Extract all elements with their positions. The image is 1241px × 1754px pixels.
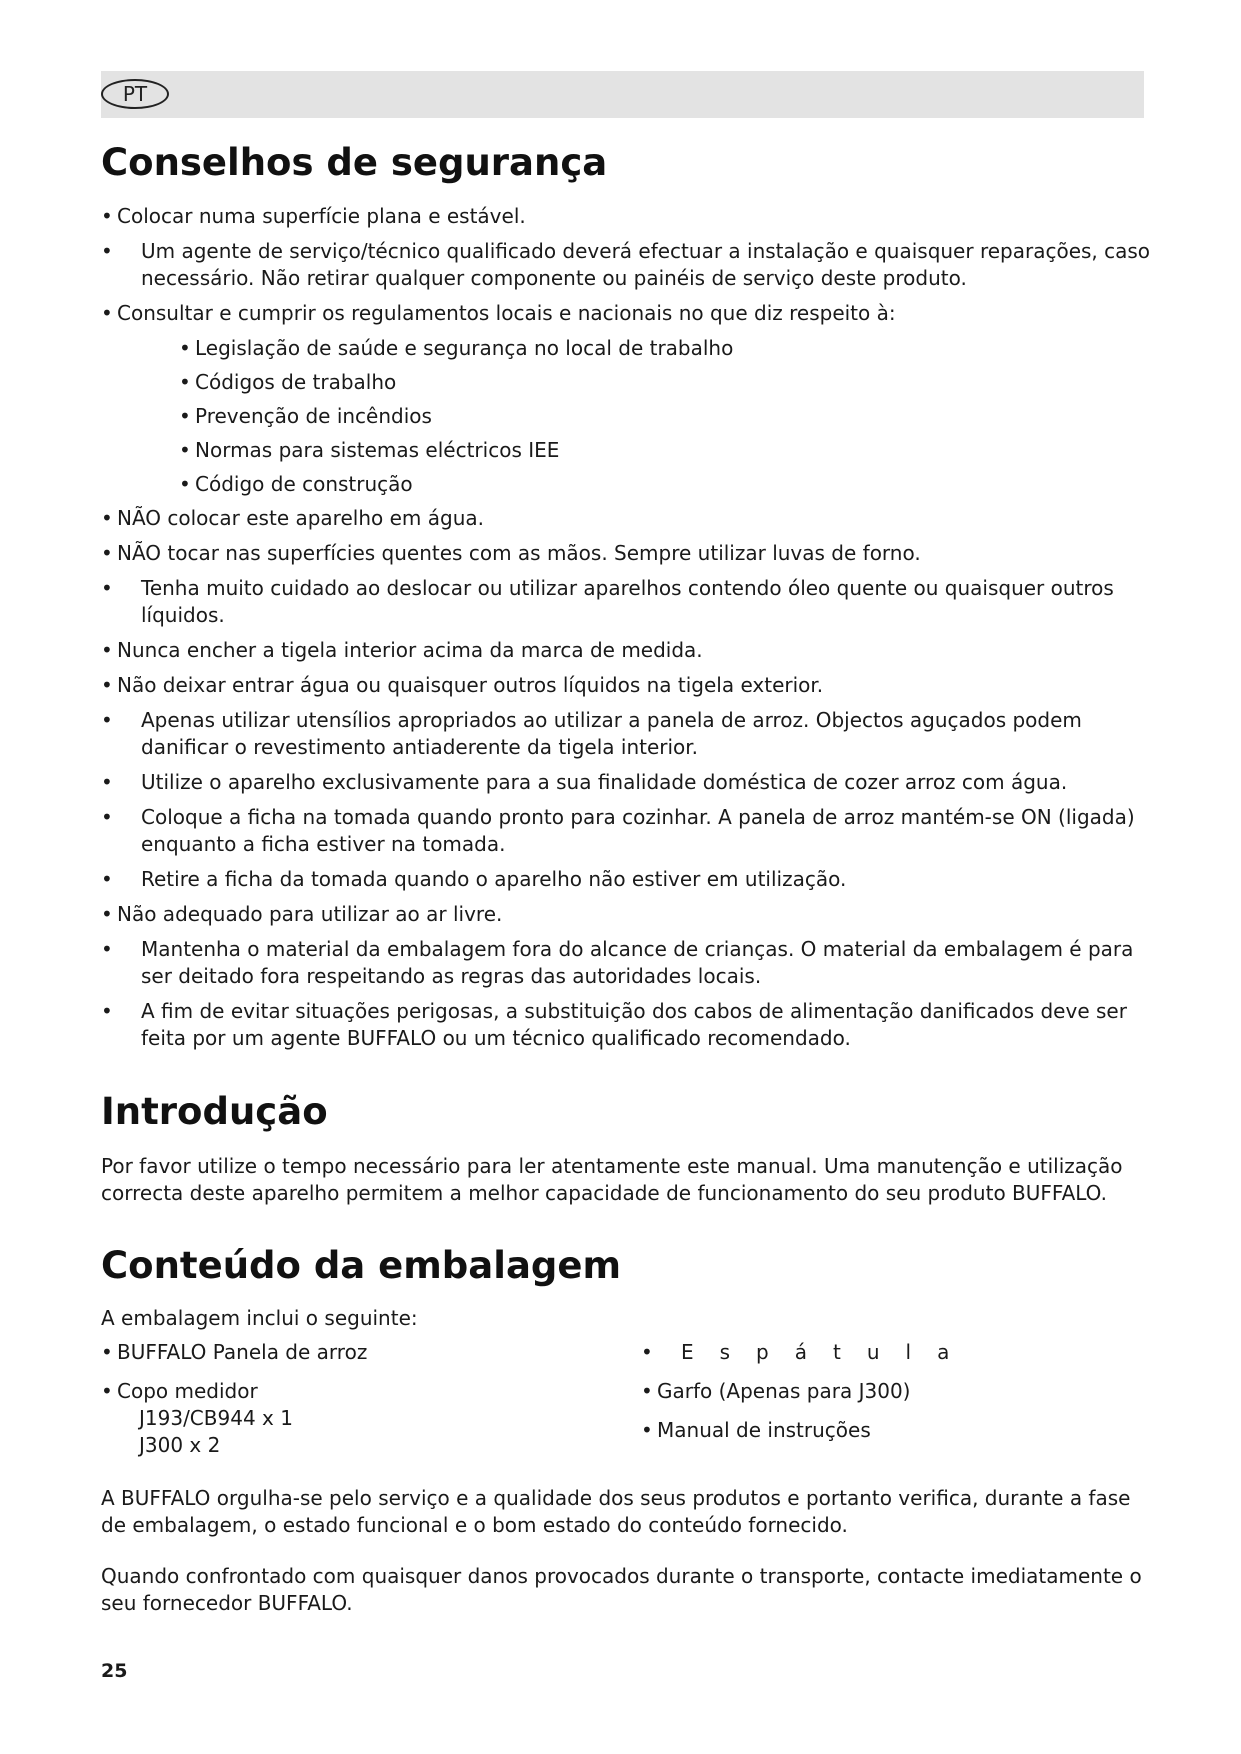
list-item: • Tenha muito cuidado ao deslocar ou utilizar aparelhos contendo óleo quente ou quaisquer outros líquidos. [101,575,1151,629]
list-item: • BUFFALO Panela de arroz [101,1339,621,1366]
sub-list-item: • Normas para sistemas eléctricos IEE [101,437,1151,464]
list-item: • Mantenha o material da embalagem fora do alcance de crianças. O material da embalagem é para ser deitado fora respeitando as regras das autoridades locais. [101,936,1151,990]
contents-lead: A embalagem inclui o seguinte: [101,1306,418,1330]
intro-text: Por favor utilize o tempo necessário para ler atentamente este manual. Uma manutenção e utilização correcta deste aparelho permitem a melhor capacidade de funcionamento do seu produto BUFFALO. [101,1154,1123,1205]
list-item: • Manual de instruções [641,1417,1161,1444]
cup-size: J300 x 2 [139,1433,221,1457]
page-number: 25 [101,1660,128,1682]
list-item: • Nunca encher a tigela interior acima da marca de medida. [101,637,1151,664]
cup-size: J193/CB944 x 1 [139,1406,293,1430]
safety-title: Conselhos de segurança [101,141,608,184]
spatula-label: Espátula [681,1340,976,1364]
contents-right-list [641,1339,1161,1444]
sub-list-item: • Prevenção de incêndios [101,403,1151,430]
contents-paragraph-1: A BUFFALO orgulha-se pelo serviço e a qualidade dos seus produtos e portanto verifica, durante a fase de embalagem, o estado funcional e o bom estado do conteúdo fornecido. [101,1486,1131,1537]
contents-title: Conteúdo da embalagem [101,1244,622,1287]
list-item: • NÃO tocar nas superfícies quentes com as mãos. Sempre utilizar luvas de forno. [101,540,1151,567]
list-item: • Não adequado para utilizar ao ar livre. [101,901,1151,928]
language-header-bar [101,71,1144,118]
list-item-label: Copo medidor [117,1379,258,1403]
safety-list [101,203,1151,1052]
list-item [641,1339,1161,1366]
list-item: • Colocar numa superfície plana e estável. [101,203,1151,230]
list-item: • Não deixar entrar água ou quaisquer outros líquidos na tigela exterior. [101,672,1151,699]
sub-list-item: • Código de construção [101,471,1151,498]
list-item [101,1378,621,1459]
list-item: • Consultar e cumprir os regulamentos locais e nacionais no que diz respeito à: [101,300,1151,327]
sub-list-item: • Códigos de trabalho [101,369,1151,396]
sub-list-item: • Legislação de saúde e segurança no local de trabalho [101,335,1151,362]
language-badge: PT [101,79,169,109]
contents-paragraph-2: Quando confrontado com quaisquer danos provocados durante o transporte, contacte imediatamente o seu fornecedor BUFFALO. [101,1564,1142,1615]
contents-left-list [101,1339,621,1459]
list-item: • Um agente de serviço/técnico qualificado deverá efectuar a instalação e quaisquer reparações, caso necessário. Não retirar qualquer componente ou painéis de serviço deste produto. [101,238,1151,292]
list-item: • Retire a ficha da tomada quando o aparelho não estiver em utilização. [101,866,1151,893]
list-item: • Utilize o aparelho exclusivamente para a sua finalidade doméstica de cozer arroz com água. [101,769,1151,796]
list-item: • Coloque a ficha na tomada quando pronto para cozinhar. A panela de arroz mantém-se ON (ligada) enquanto a ficha estiver na tomada. [101,804,1151,858]
intro-title: Introdução [101,1090,328,1133]
list-item: • Garfo (Apenas para J300) [641,1378,1161,1405]
list-item: • NÃO colocar este aparelho em água. [101,505,1151,532]
list-item: • A fim de evitar situações perigosas, a substituição dos cabos de alimentação danificados deve ser feita por um agente BUFFALO ou um técnico qualificado recomendado. [101,998,1151,1052]
list-item: • Apenas utilizar utensílios apropriados ao utilizar a panela de arroz. Objectos aguçados podem danificar o revestimento antiaderente da tigela interior. [101,707,1151,761]
